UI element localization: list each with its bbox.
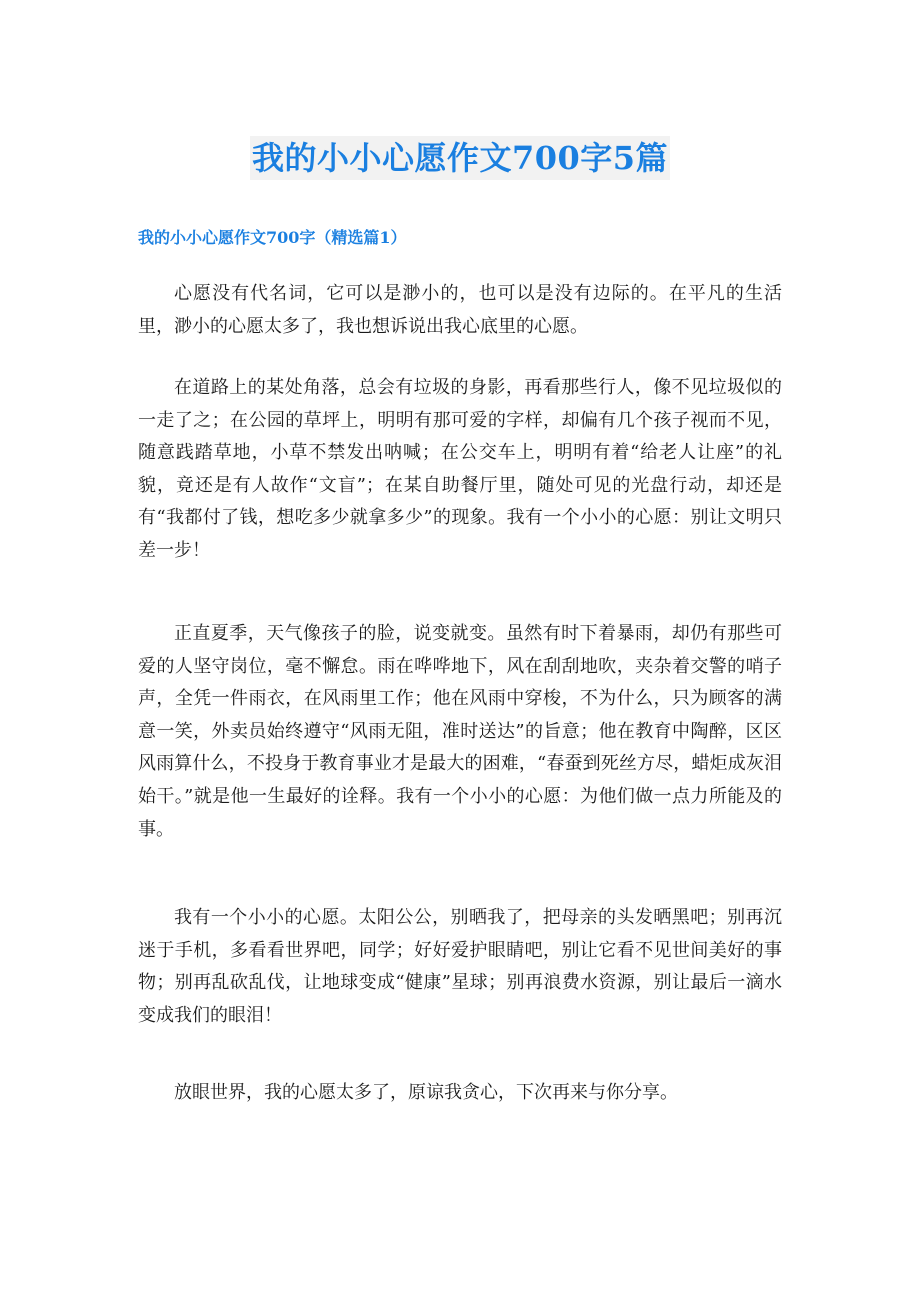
page-title: 我的小小心愿作文700字5篇 <box>250 136 670 180</box>
paragraph-5: 放眼世界，我的心愿太多了，原谅我贪心，下次再来与你分享。 <box>174 1082 678 1103</box>
section-heading: 我的小小心愿作文700字（精选篇1） <box>138 228 407 247</box>
paragraph-1: 心愿没有代名词，它可以是渺小的，也可以是没有边际的。在平凡的生活里，渺小的心愿太多了，我也想诉说出我心底里的心愿。 <box>138 283 782 337</box>
paragraph-3: 正直夏季，天气像孩子的脸，说变就变。虽然有时下着暴雨，却仍有那些可爱的人坚守岗位，毫不懈怠。雨在哗哗地下，风在刮刮地吹，夹杂着交警的哨子声，全凭一件雨衣，在风雨里工作；他在风雨中穿梭，不为什么，只为顾客的满意一笑，外卖员始终遵守“风雨无阻，准时送达”的旨意；他在教育中陶醉，区区风雨算什么，不投身于教育事业才是最大的困难，“春蚕到死丝方尽，蜡炬成灰泪始干。”就是他一生最好的诠释。我有一个小小的心愿：为他们做一点力所能及的事。 <box>138 623 782 840</box>
title-container <box>0 136 920 180</box>
paragraph-4: 我有一个小小的心愿。太阳公公，别晒我了，把母亲的头发晒黑吧；别再沉迷于手机，多看看世界吧，同学；好好爱护眼睛吧，别让它看不见世间美好的事物；别再乱砍乱伐，让地球变成“健康”星球；别再浪费水资源，别让最后一滴水变成我们的眼泪！ <box>138 907 782 1026</box>
paragraph-2: 在道路上的某处角落，总会有垃圾的身影，再看那些行人，像不见垃圾似的一走了之；在公园的草坪上，明明有那可爱的字样，却偏有几个孩子视而不见，随意践踏草地，小草不禁发出呐喊；在公交车上，明明有着“给老人让座”的礼貌，竟还是有人故作“文盲”；在某自助餐厅里，随处可见的光盘行动，却还是有“我都付了钱，想吃多少就拿多少”的现象。我有一个小小的心愿：别让文明只差一步！ <box>138 377 782 561</box>
